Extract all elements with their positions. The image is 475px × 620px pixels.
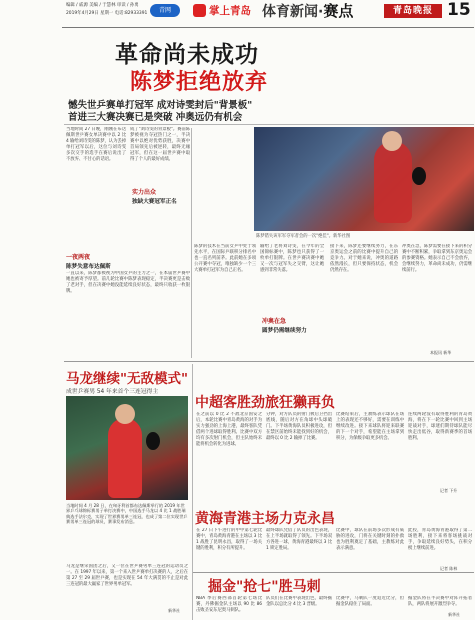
- qingwang-logo-icon: 青网: [150, 4, 180, 17]
- page-number: 15: [447, 0, 471, 20]
- ma-byline: 新华社: [168, 608, 180, 613]
- lead-body-col-1: 当地时间 27 日晚，刚刚在布达佩斯世乒赛女单决赛中以 2 比 4 输给刘诗雯的陈梦，认为丢掉单打冠军以后，这位与刘诗雯多次交手的选手在赛后说出了不放弃、不甘心的话语。: [66, 127, 126, 163]
- lead-section-2-title: 实力出众: [132, 189, 157, 196]
- middle-byline: 记者 下升: [440, 488, 458, 493]
- ma-column-divider: [192, 364, 193, 620]
- middle-body-col-4: 连续两轮没有取得胜利的青岛黄海，将在下一轮比赛中回到主场迎战对手，球迷们期待球队能尽快走出低谷，取得新赛季的首场胜利。: [408, 412, 472, 442]
- lead-photo: [254, 127, 474, 231]
- lead-rule: [64, 124, 474, 125]
- lead-deck: 陈梦拒绝放弃: [130, 70, 269, 95]
- middle-body-col-3: 比赛结束后，主教练表示球队在场上的表现还不够好，需要在训练中继续改进。接下来球队将迎来联赛的下一个对手，希望能在主场拿到积分，为保级争取更多机会。: [336, 412, 404, 442]
- lead-body-col-3: 一直以来，陈梦都被视为中国女乒的主力之一，在本届世乒赛中她也被寄予厚望。前几轮比赛中陈梦表现稳定，半决赛更是击败了老对手，但在决赛中她没能延续良好状态，最终只收获一枚银牌。: [66, 271, 190, 295]
- paddle-icon: [146, 432, 160, 450]
- player-head-icon: [115, 404, 135, 424]
- cba-rule: [193, 572, 474, 573]
- lead-subhead-1: 憾失世乒赛单打冠军 成对诗雯封后"背景板": [68, 100, 253, 111]
- paper-name-badge: [384, 4, 442, 18]
- cba-body-col-4: 掘金队将在半决赛中对阵开拓者队，两队将展开激烈争夺。: [408, 596, 472, 608]
- huanghai-byline: 记者 陈林: [440, 566, 458, 571]
- section-title: 赛点: [323, 2, 354, 20]
- cba-body-col-2: 队员们在比赛中表现出色，最终掘金队以总比分 4 比 3 晋级。: [266, 596, 332, 608]
- cba-body-col-1: NBA 季后赛西部首轮第七场比赛，丹佛掘金队主场以 90 比 86 击败圣安东尼奥马刺队。: [196, 596, 262, 614]
- editor-line: 编辑 / 戚源 美编 / 于慧林 审读 / 孙勇: [66, 3, 139, 8]
- lead-body-col-7: 冲奥在急，陈梦需要在接下来的积分赛中不断积累，争取拿到东京奥运会的参赛资格。她表示自己不会放弃，会继续努力，革命尚未成功，仍需继续前行。: [402, 244, 472, 274]
- lead-body-col-2: 成了"刘诗雯的背景板"。赛前陈梦被视为夺冠热门之一，半决赛中以绝对优势获胜，决赛中首局领先后被逆转，最终无缘冠军，但在这一届世乒赛中取得了个人的最好成绩。: [130, 127, 190, 163]
- lead-photo-caption: 陈梦错失该军军夺军者会的一次"绝佳"。新华社图: [256, 234, 351, 239]
- middle-headline: 中超客胜劲旅狂獭再负: [195, 395, 335, 411]
- player-head-icon: [382, 131, 402, 151]
- lead-section-3-title: 冲奥在急: [262, 318, 287, 325]
- lead-bottom-rule: [64, 361, 474, 362]
- huanghai-headline: 黄海青港主场力克永昌: [195, 511, 335, 527]
- lead-body-col-5: 输给了老将刘诗雯，在今年的全国锦标赛中，陈梦也只获得了一枚单打银牌。在世乒赛决赛中她又一次与冠军失之交臂，这让她感到非常失落。: [260, 244, 324, 274]
- cba-byline: 新华社: [448, 612, 460, 617]
- section-prefix: 体育新闻: [262, 4, 318, 20]
- huanghai-body-col-4: 此役，青岛黄海青港取得了第二场胜利，接下来将客场挑战对手，争取延续良好势头，在积分榜上继续前进。: [408, 528, 472, 552]
- huanghai-body-col-3: 比赛中，球队在前场多次形成有威胁的进攻，门将在关键时刻的扑救也为胜利奠定了基础，主教练对此表示满意。: [336, 528, 404, 552]
- lead-body-col-6: 接下来，陈梦还要继续努力，在东京奥运会之前的比赛中提升自己的竞争力。对于她来说，冲奥的道路依然漫长，但只要保持状态，机会仍然存在。: [330, 244, 398, 274]
- player-silhouette-icon: [374, 141, 412, 223]
- masthead: [0, 0, 475, 30]
- lead-section-2-sub: 独缺大赛冠军正名: [132, 199, 177, 205]
- lead-section-3-sub: 圆梦仍需继续努力: [262, 328, 307, 334]
- ma-headline: 马龙继续"无敌模式": [66, 371, 189, 387]
- ma-photo: [66, 396, 188, 500]
- lead-byline: 本报讯 新华: [430, 350, 452, 355]
- lead-section-1-title: 一夜两夜: [66, 254, 91, 261]
- section-header: [262, 0, 353, 22]
- ma-photo-caption: 当地时间 4 月 28 日，在匈牙利首都布达佩斯举行的 2019 年世界乒乓球锦标赛男子单打决赛中，中国选手马龙以 4 比 1 战胜瑞典选手法尔克，实现了世界赛男单三连冠，也成了第二位实现世乒赛男单三连冠的球员，赛事发布消息。: [66, 503, 188, 525]
- lead-headline: 革命尚未成功: [115, 42, 259, 68]
- ma-closing: 马龙是继荣国团之后，又一位在世乒赛男单三连冠的运动员之一。在 1997 年以来，第一个来入世乒赛单打决赛的人，之后在第 27 至 29 届世乒赛，也是实现在 54 年大满贯的不止是对此三连冠的最大赢家了世界男单冠军。: [66, 564, 188, 588]
- paper-name: 青岛晚报: [392, 6, 433, 16]
- cba-body-col-3: 比赛中，马刺队一度追近比分，但掘金队稳住了局面。: [336, 596, 404, 608]
- middle-body-col-2: 分钟，对方队员的射门被后卫挡出底线，随后对方在角球中头球破门。下半场黄海队员积极进攻，但在禁区前始终未能找到好的机会，最终以 0 比 2 输掉了比赛。: [266, 412, 332, 442]
- huanghai-body-col-2: 最终球队凭借了队员的出色表现，在上半场就取得了领先。下半场双方各进一球，黄海青港最终以 3 比 1 锁定胜局。: [266, 528, 332, 552]
- huanghai-body-col-1: 在 27 日下午进行的中甲第七轮比赛中，青岛黄海青港在主场以 3 比 1 战胜了昆明永昌，取得了一场关键的胜利，积分有所提升。: [196, 528, 262, 552]
- section-dot: ·: [318, 4, 324, 20]
- lead-section-1-sub: 陈梦失意布达佩斯: [66, 264, 111, 270]
- middle-body-col-1: 在之前以 0 比 2 不敌北京国安之后，本轮比赛中青岛黄海的对手为实力强劲的上海上港，最终客队凭借两个进球取得胜利。比赛中双方均有多次射门机会，但主队始终未能将机会转化为进球。: [196, 412, 262, 448]
- app-logo-icon: [193, 4, 206, 17]
- lead-col-divider: [191, 128, 192, 358]
- cba-headline: 掘金"抢七"胜马刺: [208, 579, 321, 595]
- app-name: 掌上青岛: [209, 5, 251, 17]
- player-silhouette-icon: [108, 418, 142, 498]
- lead-body-col-4: 陈梦的技术在当前女乒中处于领先水平，在国际乒联积分排名中也一直名列前茅。此前她在多项公开赛中夺冠，唯独缺少一个三大赛单打冠军为自己正名。: [194, 244, 256, 274]
- date-line: 2019年4月29日 星期一 电话:82933391: [66, 11, 148, 16]
- ma-subhead: 成世乒赛男 54 年来首个三连冠得主: [66, 389, 159, 395]
- lead-subhead-2: 首进三大赛决赛已是突破 冲奥远仍有机会: [68, 112, 243, 123]
- masthead-divider: [62, 27, 474, 28]
- paddle-icon: [412, 167, 426, 185]
